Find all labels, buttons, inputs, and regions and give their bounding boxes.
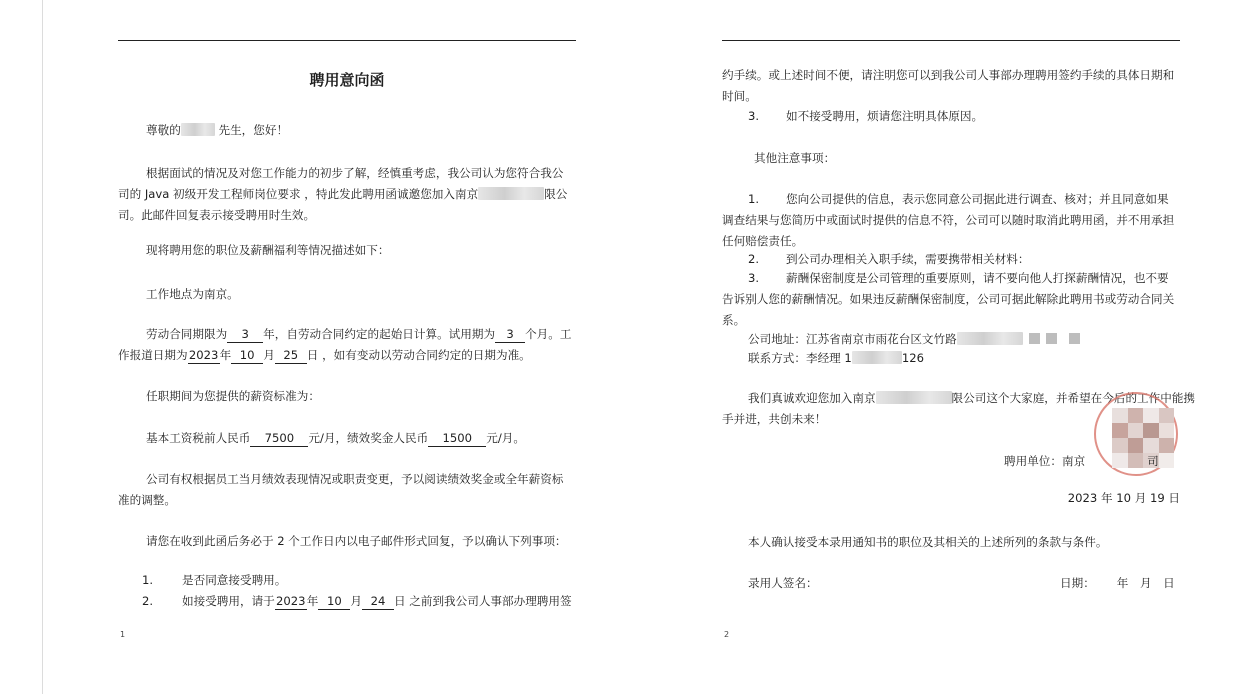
paragraph-reply: 请您在收到此函后务必于 2 个工作日内以电子邮件形式回复，予以确认下列事项： <box>146 534 567 548</box>
list-item-2: 2. 如接受聘用，请于2023年 10 月 24 日 之前到我公司人事部办理聘用签 <box>142 594 572 608</box>
note-3-line2: 告诉别人您的薪酬情况。如果违反薪酬保密制度，公司可据此解除此聘用书或劳动合同关 <box>722 292 1175 306</box>
note-1-line1: 1. 您向公司提供的信息，表示您同意公司据此进行调查、核对；并且同意如果 <box>748 192 1169 206</box>
paragraph-contract-line2: 作报道日期为2023年 10 月 25 日 ，如有变动以劳动合同约定的日期为准。 <box>118 348 531 362</box>
note-1-line2: 调查结果与您简历中或面试时提供的信息不符，公司可以随时取消此聘用函，并不用承担 <box>722 213 1175 227</box>
paragraph-location: 工作地点为南京。 <box>146 287 239 301</box>
paragraph-contract-line1: 劳动合同期限为 3 年，自劳动合同约定的起始日计算。试用期为 3 个月。工 <box>146 327 572 341</box>
signature-date: 日期： 年 月 日 <box>1060 576 1175 590</box>
paragraph-intro-line2: 司的 Java 初级开发工程师岗位要求 ，特此发此聘用函诚邀您加入南京 限公 <box>118 187 568 201</box>
paragraph-adjust-line1: 公司有权根据员工当月绩效表现情况或职责变更，予以阅读绩效奖金或全年薪资标 <box>146 472 564 486</box>
paragraph-salary: 基本工资税前人民币 7500 元/月，绩效奖金人民币 1500 元/月。 <box>146 431 525 445</box>
deadline-year: 2023 <box>276 594 306 608</box>
greeting: 尊敬的 先生，您好！ <box>146 123 289 137</box>
note-3-line1: 3. 薪酬保密制度是公司管理的重要原则，请不要向他人打探薪酬情况，也不要 <box>748 271 1169 285</box>
note-2: 2. 到公司办理相关入职手续，需要携带相关材料： <box>748 252 1030 266</box>
continued-line1: 约手续。或上述时间不便，请注明您可以到我公司人事部办理聘用签约手续的具体日期和 <box>722 68 1175 82</box>
deadline-day: 24 <box>362 594 394 610</box>
page-number: 2 <box>724 630 730 639</box>
probation-months: 3 <box>495 327 525 343</box>
list-item-1: 1. 是否同意接受聘用。 <box>142 573 287 587</box>
welcome-line2: 手并进，共创未来！ <box>722 412 827 426</box>
list-item-3: 3. 如不接受聘用，烦请您注明具体原因。 <box>748 109 984 123</box>
note-3-line3: 系。 <box>722 313 746 327</box>
left-margin-line <box>42 0 43 694</box>
deadline-month: 10 <box>318 594 350 610</box>
paragraph-description: 现将聘用您的职位及薪酬福利等情况描述如下： <box>146 243 390 257</box>
contact-info: 联系方式：李经理 1 126 <box>748 351 924 365</box>
page-number: 1 <box>120 630 126 639</box>
signature-label: 录用人签名： <box>748 576 818 590</box>
document-title: 聘用意向函 <box>309 71 385 89</box>
confirmation-text: 本人确认接受本录用通知书的职位及其相关的上述所列的条款与条件。 <box>748 535 1108 549</box>
header-rule <box>118 40 576 41</box>
issue-date: 2023 年 10 月 19 日 <box>1067 491 1180 505</box>
paragraph-adjust-line2: 准的调整。 <box>118 493 176 507</box>
welcome-line1: 我们真诚欢迎您加入南京 限公司这个大家庭，并希望在今后的工作中能携 <box>748 391 1196 405</box>
report-month: 10 <box>231 348 263 364</box>
redacted-name <box>181 123 215 136</box>
report-day: 25 <box>275 348 307 364</box>
contract-years: 3 <box>227 327 263 343</box>
paragraph-intro-line1: 根据面试的情况及对您工作能力的初步了解，经慎重考虑，我公司认为您符合我公 <box>146 166 564 180</box>
employer-line: 聘用单位：南京 司 <box>1004 454 1159 468</box>
header-rule <box>722 40 1180 41</box>
redacted-address <box>957 332 1023 345</box>
continued-line2: 时间。 <box>722 89 757 103</box>
paragraph-intro-line3: 司。此邮件回复表示接受聘用时生效。 <box>118 208 316 222</box>
notes-title: 其他注意事项： <box>754 151 836 165</box>
note-1-line3: 任何赔偿责任。 <box>722 234 804 248</box>
paragraph-salary-intro: 任职期间为您提供的薪资标准为： <box>146 389 320 403</box>
redacted-phone <box>852 351 902 364</box>
document-page-2 <box>722 0 1196 694</box>
redacted-company <box>478 187 544 200</box>
bonus: 1500 <box>428 431 486 447</box>
base-salary: 7500 <box>250 431 308 447</box>
redacted-company <box>876 391 952 404</box>
company-address: 公司地址：江苏省南京市雨花台区文竹路 <box>748 329 1206 350</box>
document-page-1 <box>118 0 576 694</box>
report-year: 2023 <box>188 348 219 362</box>
